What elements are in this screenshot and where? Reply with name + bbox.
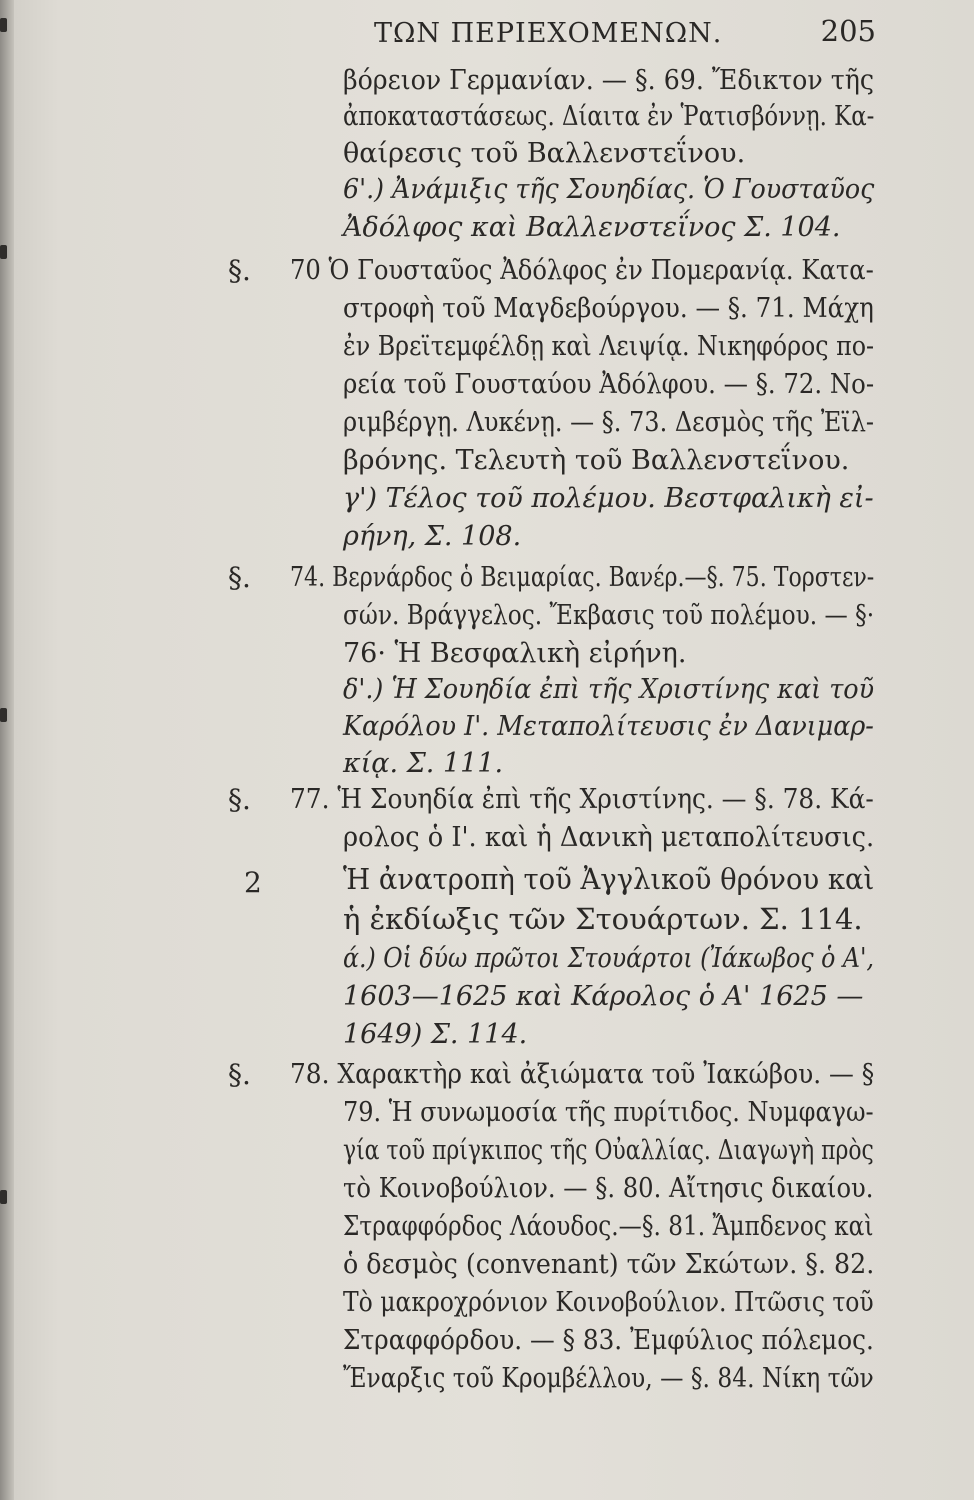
section-mark: §. (228, 783, 251, 816)
toc-subsection-line: γ') Τέλος τοῦ πολέμου. Βεστφαλικὴ εἰ- (343, 483, 874, 514)
toc-line: 76· Ἡ Βεσφαλικὴ εἰρήνη. (343, 638, 687, 669)
toc-line: ρολος ὁ Ι'. καὶ ἡ Δανικὴ μεταπολίτευσις. (343, 822, 875, 853)
edge-mark (0, 708, 7, 722)
edge-mark (0, 1190, 7, 1204)
toc-line: ρεία τοῦ Γουσταύου Ἀδόλφου. — §. 72. Νο- (343, 369, 875, 400)
toc-line: ὁ δεσμὸς (convenant) τῶν Σκώτων. §. 82. (343, 1249, 875, 1280)
toc-line: Στραφφόρδου. — § 83. Ἐμφύλιος πόλεμος. (343, 1325, 874, 1356)
toc-line: βόρειον Γερμανίαν. — §. 69. Ἔδικτον τῆς (343, 65, 874, 96)
toc-line: Ἔναρξις τοῦ Κρομβέλλου, — §. 84. Νίκη τῶν (343, 1363, 874, 1394)
toc-line: σών. Βράγγελος. Ἔκβασις τοῦ πολέμου. — §· (343, 600, 875, 631)
toc-line: γία τοῦ πρίγκιπος τῆς Οὐαλλίας. Διαγωγὴ πρὸς (343, 1135, 874, 1166)
toc-line: ριμβέργῃ. Λυκένῃ. — §. 73. Δεσμὸς τῆς Ἐϊλ- (343, 407, 875, 438)
toc-subsection-line: Καρόλου Ι'. Μεταπολίτευσις ἐν Δανιμαρ- (343, 711, 874, 742)
toc-line: τὸ Κοινοβούλιον. — §. 80. Αἴτησις δικαίου. (343, 1173, 874, 1204)
toc-line: 78. Χαρακτὴρ καὶ ἀξιώματα τοῦ Ἰακώβου. — § (290, 1059, 875, 1090)
page-header (0, 10, 974, 60)
toc-subsection-line: 1649) Σ. 114. (343, 1019, 528, 1050)
toc-line: Στραφφόρδος Λάουδος.—§. 81. Ἄμπδενος καὶ (343, 1211, 874, 1242)
toc-line: ἀποκαταστάσεως. Δίαιτα ἐν Ῥατισβόννῃ. Κα- (343, 101, 875, 132)
toc-subsection-line: 1603—1625 καὶ Κάρολος ὁ Α' 1625 — (343, 981, 864, 1012)
toc-line: στροφὴ τοῦ Μαγδεβούργου. — §. 71. Μάχη (343, 293, 874, 324)
toc-subsection-line: ρήνη, Σ. 108. (343, 521, 522, 552)
toc-chapter-title-line: ἡ ἐκδίωξις τῶν Στουάρτων. Σ. 114. (343, 902, 863, 936)
section-mark: §. (228, 561, 251, 594)
section-mark: §. (228, 1058, 251, 1091)
toc-subsection-line: δ'.) Ἡ Σουηδία ἐπὶ τῆς Χριστίνης καὶ τοῦ (343, 674, 875, 705)
toc-subsection-line: κίᾳ. Σ. 111. (343, 748, 504, 779)
page-edge-shadow (0, 0, 14, 1500)
toc-chapter-title-line: Ἡ ἀνατροπὴ τοῦ Ἀγγλικοῦ θρόνου καὶ (343, 862, 875, 896)
toc-subsection-line: Ἀδόλφος καὶ Βαλλενστεΐνος Σ. 104. (343, 212, 841, 243)
toc-subsection-line: ά.) Οἱ δύω πρῶτοι Στουάρτοι (Ἰάκωβος ὁ Α', (343, 943, 874, 974)
toc-line: 77. Ἡ Σουηδία ἐπὶ τῆς Χριστίνης. — §. 78. Κά- (290, 784, 874, 815)
toc-line: θαίρεσις τοῦ Βαλλενστεΐνου. (343, 138, 746, 169)
running-title: ΤΩΝ ΠΕΡΙΕΧΟΜΕΝΩΝ. (374, 18, 723, 49)
toc-line: 79. Ἡ συνωμοσία τῆς πυρίτιδος. Νυμφαγω- (343, 1097, 874, 1128)
page-number: 205 (820, 14, 876, 48)
chapter-number: 2 (244, 866, 262, 899)
toc-line: ἐν Βρεϊτεμφέλδῃ καὶ Λειψίᾳ. Νικηφόρος πο- (343, 331, 875, 362)
toc-line: Τὸ μακροχρόνιον Κοινοβούλιον. Πτῶσις τοῦ (343, 1287, 874, 1318)
toc-subsection-line: 6'.) Ἀνάμιξις τῆς Σουηδίας. Ὁ Γουσταῦος (343, 174, 875, 205)
section-mark: §. (228, 254, 251, 287)
toc-line: 70 Ὁ Γουσταῦος Ἀδόλφος ἐν Πομερανίᾳ. Κατα- (290, 255, 874, 286)
edge-mark (0, 245, 7, 259)
toc-line: βρόνης. Τελευτὴ τοῦ Βαλλενστεΐνου. (343, 445, 850, 476)
toc-line: 74. Βερνάρδος ὁ Βειμαρίας. Βανέρ.—§. 75. Τορστεν- (290, 562, 875, 593)
